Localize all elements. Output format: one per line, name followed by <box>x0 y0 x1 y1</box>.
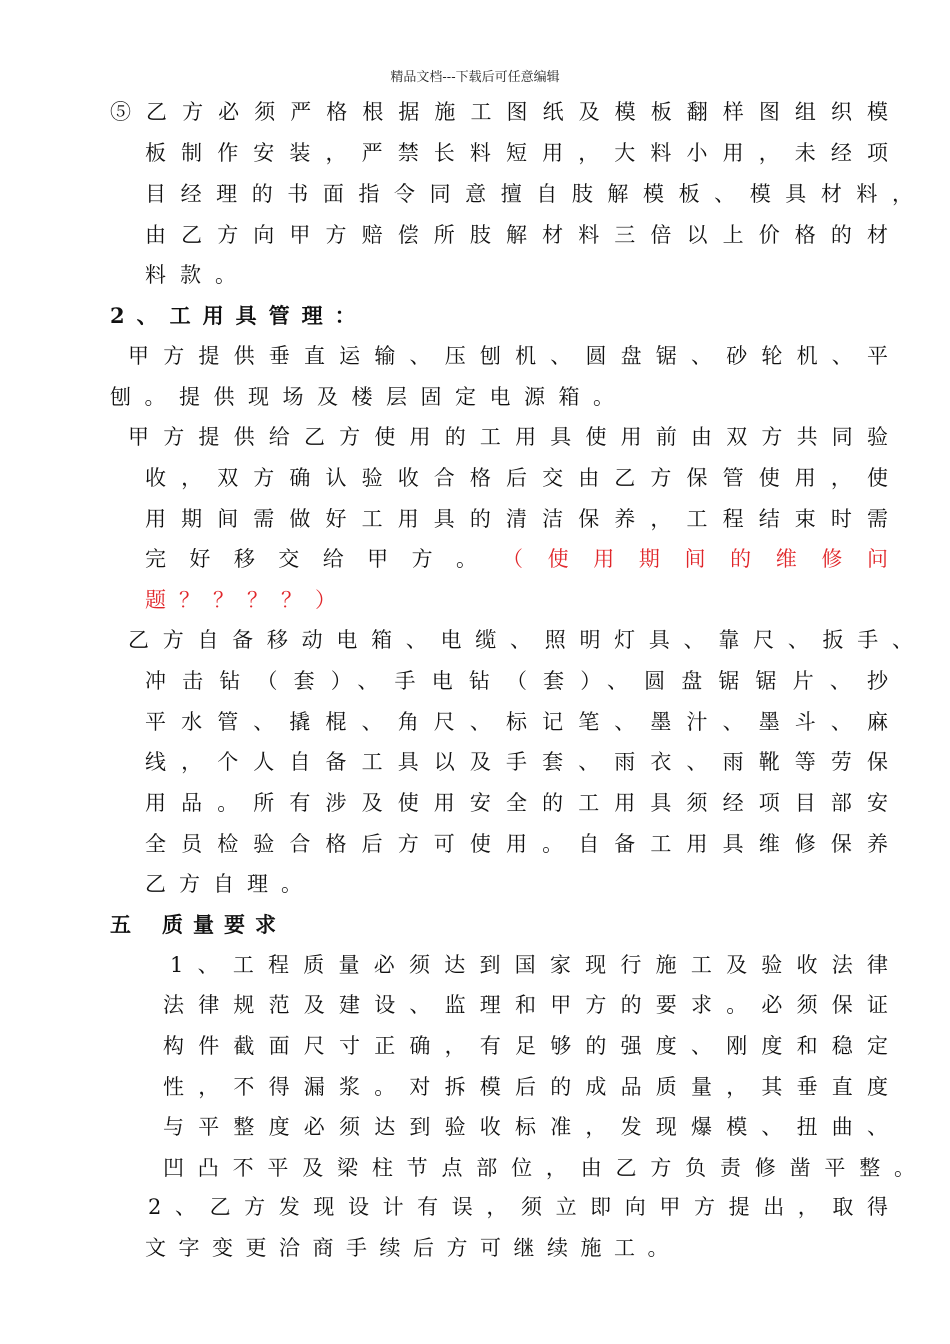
text-line: 全员检验合格后方可使用。自备工用具维修保养 <box>145 832 888 856</box>
text-line: 由乙方向甲方赔偿所肢解材料三倍以上价格的材 <box>145 223 888 247</box>
red-note: （使用期间的维修问 <box>502 547 888 571</box>
text-line: 乙方自备移动电箱、电缆、照明灯具、靠尺、扳手、 <box>128 628 913 652</box>
text-line: 目经理的书面指令同意擅自肢解模板、模具材料， <box>145 182 913 206</box>
text-line: 冲击钻（套）、手电钻（套）、圆盘锯锯片、抄 <box>145 669 888 693</box>
section-heading: 质量要求 <box>162 912 286 937</box>
text-line: 料款。 <box>145 263 250 287</box>
text-line: 1、工程质量必须达到国家现行施工及验收法律 <box>170 953 888 977</box>
text-line: 用期间需做好工用具的清洁保养，工程结束时需 <box>145 507 888 531</box>
text-line: 2、乙方发现设计有误，须立即向甲方提出，取得 <box>148 1195 888 1219</box>
text-line: 平水管、撬棍、角尺、标记笔、墨汁、墨斗、麻 <box>145 710 888 734</box>
red-note: 题？？？？） <box>145 588 349 612</box>
section-number: 五 <box>110 912 131 937</box>
text-line: 甲方提供垂直运输、压刨机、圆盘锯、砂轮机、平 <box>128 344 888 368</box>
page-header: 精品文档---下载后可任意编辑 <box>390 70 560 85</box>
text-line: ⑤乙方必须严格根据施工图纸及模板翻样图组织模 <box>110 100 888 124</box>
text-line: 板制作安装，严禁长料短用，大料小用，未经项 <box>145 141 888 165</box>
text-line: 乙方自理。 <box>145 872 315 896</box>
text-line: 收，双方确认验收合格后交由乙方保管使用，使 <box>145 466 888 490</box>
text-line: 文字变更洽商手续后方可继续施工。 <box>145 1236 681 1260</box>
text-line: 甲方提供给乙方使用的工用具使用前由双方共同验 <box>128 425 888 449</box>
text-line: 用品。所有涉及使用安全的工用具须经项目部安 <box>145 791 888 815</box>
text-line: 法律规范及建设、监理和甲方的要求。必须保证 <box>163 993 888 1017</box>
text-line: 刨。提供现场及楼层固定电源箱。 <box>110 385 628 409</box>
text-line: 完好移交给甲方。 <box>145 547 477 571</box>
text-line: 性，不得漏浆。对拆模后的成品质量，其垂直度 <box>163 1075 888 1099</box>
text-line: 与平整度必须达到验收标准，发现爆模、扭曲、 <box>163 1115 888 1139</box>
section-heading: 2、工用具管理： <box>110 303 368 328</box>
text-line: 凹凸不平及梁柱节点部位，由乙方负责修凿平整。 <box>163 1156 915 1180</box>
text-line: 构件截面尺寸正确，有足够的强度、刚度和稳定 <box>163 1034 888 1058</box>
text-line: 线，个人自备工具以及手套、雨衣、雨靴等劳保 <box>145 750 888 774</box>
